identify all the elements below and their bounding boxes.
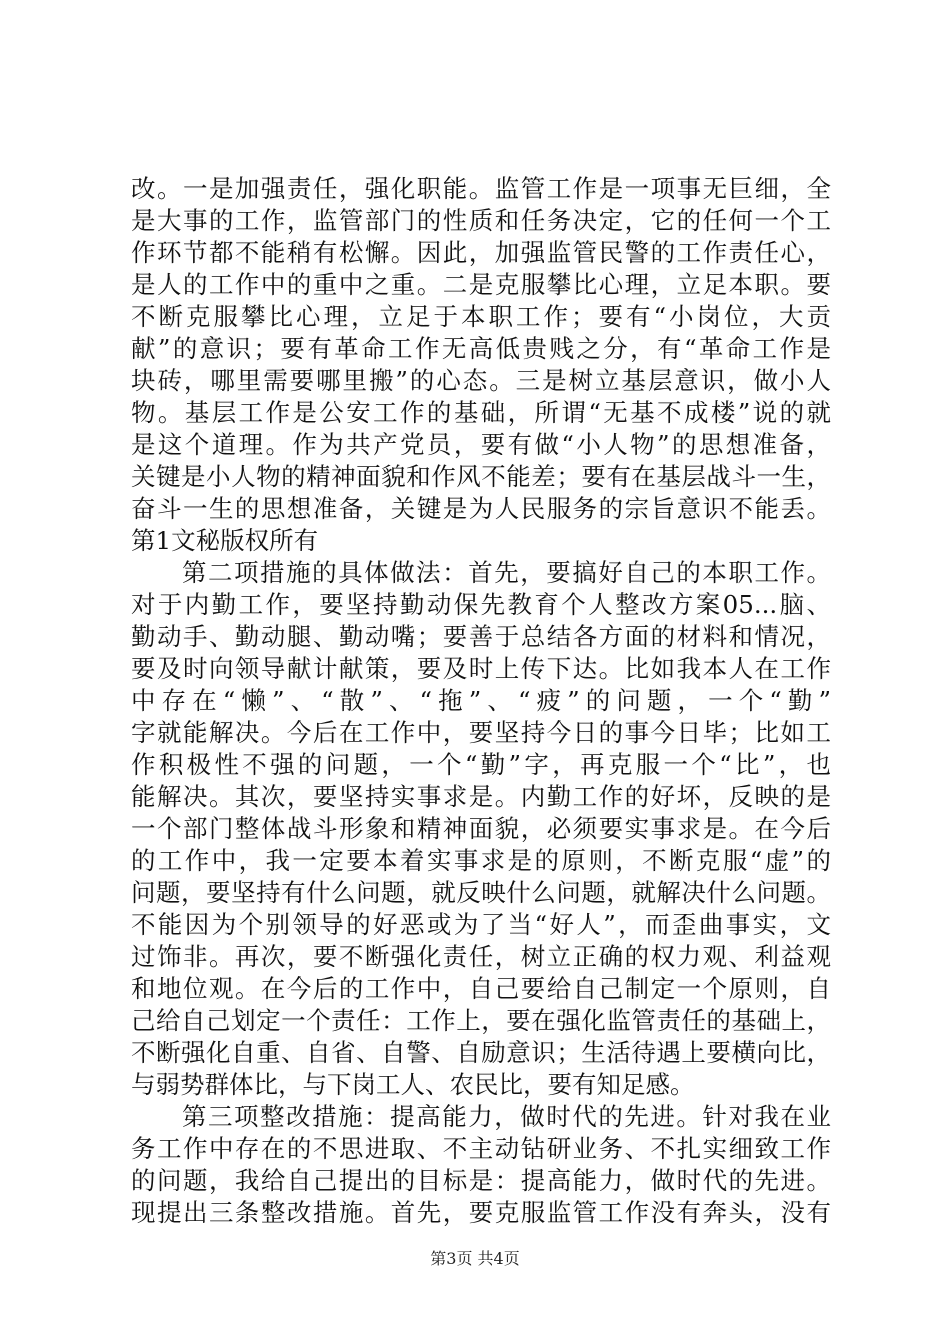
document-body [131,173,831,1229]
text-line: 不能因为个别领导的好恶或为了当“好人”，而歪曲事实，文 [131,910,831,939]
text-line: 作积极性不强的问题，一个“勤”字，再克服一个“比”，也 [131,750,831,779]
text-line: 对于内勤工作，要坚持勤动保先教育个人整改方案05...脑、 [131,590,831,619]
text-line: 献”的意识；要有革命工作无高低贵贱之分，有“革命工作是 [131,334,831,363]
text-line: 是大事的工作，监管部门的性质和任务决定，它的任何一个工 [131,206,831,235]
text-line: 中存在“懒”、“散”、“拖”、“疲”的问题，一个“勤” [131,686,831,715]
text-line: 务工作中存在的不思进取、不主动钻研业务、不扎实细致工作 [131,1134,831,1163]
text-line: 不断强化自重、自省、自警、自励意识；生活待遇上要横向比， [131,1038,831,1067]
page-footer: 第3页 共4页 [430,1249,520,1268]
paragraph [131,1101,831,1229]
text-line: 的问题，我给自己提出的目标是：提高能力，做时代的先进。 [131,1166,831,1195]
text-line: 奋斗一生的思想准备，关键是为人民服务的宗旨意识不能丢。 [131,494,831,523]
text-line: 要及时向领导献计献策，要及时上传下达。比如我本人在工作 [131,654,831,683]
text-line: 一个部门整体战斗形象和精神面貌，必须要实事求是。在今后 [131,814,831,843]
text-line: 第三项整改措施：提高能力，做时代的先进。针对我在业 [182,1102,831,1131]
text-line: 与弱势群体比，与下岗工人、农民比，要有知足感。 [131,1070,695,1099]
text-line: 字就能解决。今后在工作中，要坚持今日的事今日毕；比如工 [131,718,831,747]
text-line: 作环节都不能稍有松懈。因此，加强监管民警的工作责任心， [131,238,831,267]
text-line: 第二项措施的具体做法：首先，要搞好自己的本职工作。 [182,558,831,587]
text-line: 是这个道理。作为共产党员，要有做“小人物”的思想准备， [131,430,831,459]
text-line: 是人的工作中的重中之重。二是克服攀比心理，立足本职。要 [131,270,831,299]
text-line: 关键是小人物的精神面貌和作风不能差；要有在基层战斗一生， [131,462,831,491]
text-line: 不断克服攀比心理，立足于本职工作；要有“小岗位，大贡 [131,302,831,331]
text-line: 块砖，哪里需要哪里搬”的心态。三是树立基层意识，做小人 [131,366,831,395]
text-line: 改。一是加强责任，强化职能。监管工作是一项事无巨细，全 [131,174,831,203]
text-line: 能解决。其次，要坚持实事求是。内勤工作的好坏，反映的是 [131,782,831,811]
text-line: 的工作中，我一定要本着实事求是的原则，不断克服“虚”的 [131,846,831,875]
text-line: 问题，要坚持有什么问题，就反映什么问题，就解决什么问题。 [131,878,831,907]
text-line: 过饰非。再次，要不断强化责任，树立正确的权力观、利益观 [131,942,831,971]
paragraph [131,557,831,1101]
text-line: 物。基层工作是公安工作的基础，所谓“无基不成楼”说的就 [131,398,831,427]
text-line: 现提出三条整改措施。首先，要克服监管工作没有奔头，没有 [131,1198,831,1227]
text-line: 己给自己划定一个责任：工作上，要在强化监管责任的基础上， [131,1006,831,1035]
text-line: 勤动手、勤动腿、勤动嘴；要善于总结各方面的材料和情况， [131,622,831,651]
paragraph [131,173,831,557]
text-line: 第1文秘版权所有 [131,526,319,555]
text-line: 和地位观。在今后的工作中，自己要给自己制定一个原则，自 [131,974,831,1003]
